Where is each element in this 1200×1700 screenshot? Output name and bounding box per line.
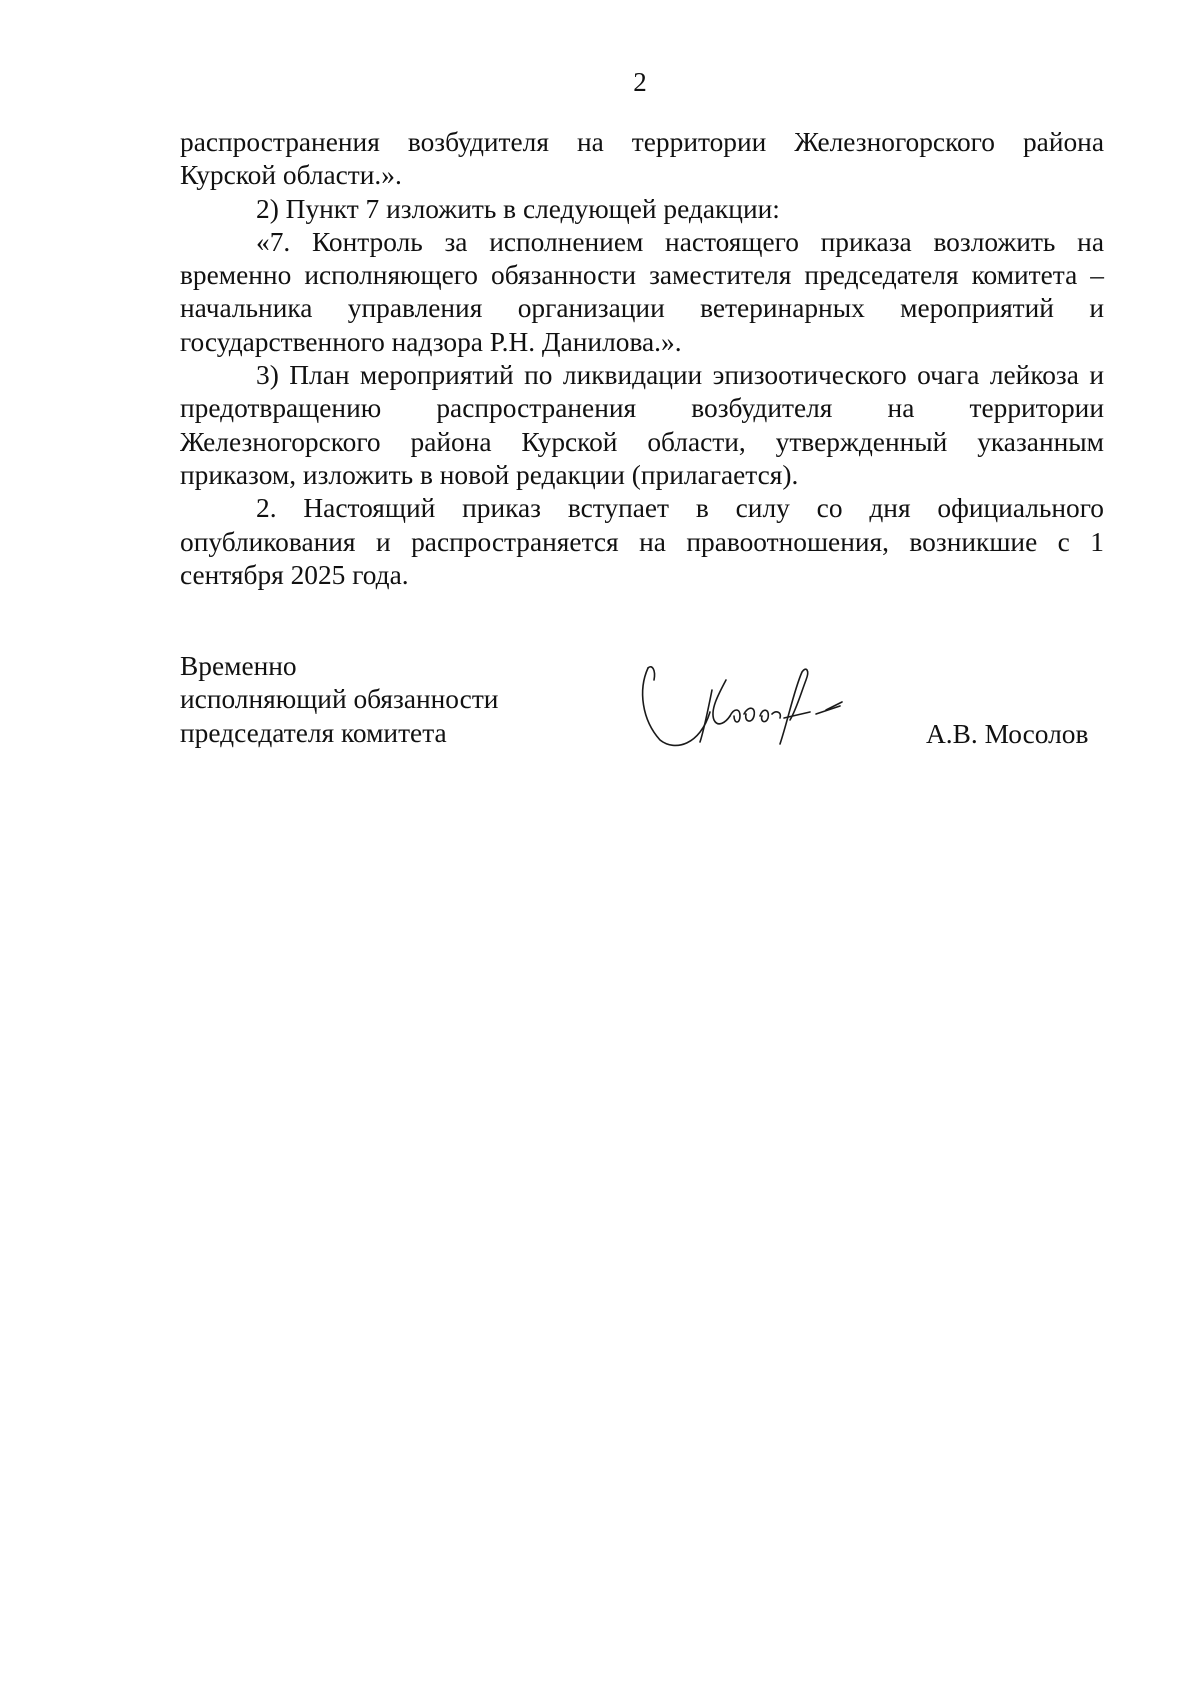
paragraph-continuation-line-2: Курской области.». <box>180 160 402 191</box>
handwritten-signature <box>630 650 910 780</box>
paragraph-item-3: 3) План мероприятий по ликвидации эпизоотического очага лейкоза и предотвращению распространения возбудителя на территории Железногорского района Курской области, утвержденный указанным приказом, изложить в новой редакции (прилагается). <box>180 360 1104 490</box>
paragraph-clause-2: 2. Настоящий приказ вступает в силу со дня официального опубликования и распространяется на правоотношения, возникшие с 1 сентября 2025 года. <box>180 493 1104 590</box>
signatory-name: А.В. Мосолов <box>926 719 1089 749</box>
signatory-position-line-3: председателя комитета <box>180 717 447 748</box>
paragraph-item-2: 2) Пункт 7 изложить в следующей редакции: <box>256 193 780 224</box>
signatory-position-line-2: исполняющий обязанности <box>180 684 499 715</box>
page-number: 2 <box>633 67 647 97</box>
paragraph-item-7-text: «7. Контроль за исполнением настоящего приказа возложить на временно исполняющего обязанности заместителя председателя комитета – начальника управления организации ветеринарных мероприятий и государственного надзора Р.Н. Данилова.». <box>180 226 1104 357</box>
signatory-position-line-1: Временно <box>180 651 297 681</box>
document-body <box>180 126 1104 592</box>
paragraph-continuation-line-1: распространения возбудителя на территории Железногорского района <box>180 127 1104 157</box>
signatory-position <box>180 650 498 750</box>
